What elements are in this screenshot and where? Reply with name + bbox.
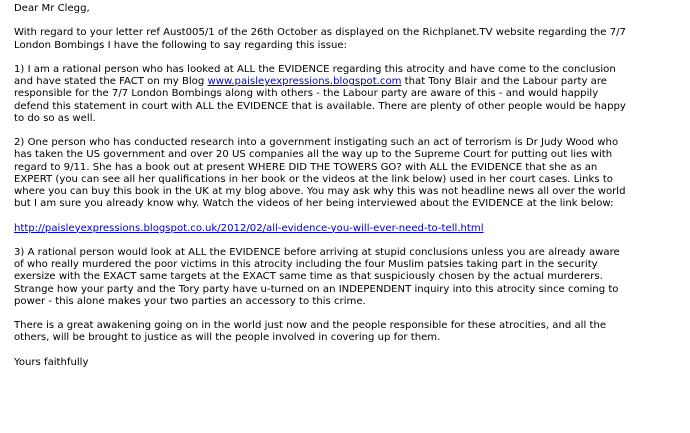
point-3-line: 3) A rational person would look at ALL the EVIDENCE before arriving at stupid conclusions unless you are already aware — [14, 246, 620, 258]
intro-paragraph — [14, 27, 674, 51]
point-1-line: defend this statement in court with ALL the EVIDENCE that is available. There are plenty of other people would be happy — [14, 100, 626, 112]
point-2-line: regard to 9/11. She has a book out at present WHERE DID THE TOWERS GO? with ALL the EVIDENCE that she as an — [14, 161, 598, 173]
salutation-text: Dear Mr Clegg, — [14, 3, 90, 14]
point-3-line: of who really murdered the poor victims in this atrocity including the four Muslim patsies taking part in the security — [14, 259, 598, 271]
closing-line: others, will be brought to justice as will the people involved in covering up for them. — [14, 332, 441, 344]
point-3-paragraph — [14, 247, 674, 308]
point-1-text: that Tony Blair and the Labour party are — [401, 76, 607, 88]
point-1-line: to do so as well. — [14, 112, 96, 124]
point-1-text: and have stated the FACT on my Blog — [14, 76, 208, 88]
evidence-link-paragraph — [14, 223, 674, 235]
signoff-text: Yours faithfully — [14, 356, 89, 368]
intro-line: With regard to your letter ref Aust005/1 of the 26th October as displayed on the Richplanet.TV website regarding the 7/7 — [14, 27, 626, 39]
closing-line: There is a great awakening going on in the world just now and the people responsible for these atrocities, and all the — [14, 320, 607, 332]
salutation — [14, 3, 674, 15]
point-2-line: 2) One person who has conducted research into a government instigating such an act of terrorism is Dr Judy Wood who — [14, 137, 619, 149]
point-3-line: exersize with the EXACT same targets at the EXACT same time as that suspiciously chosen by the actual murderers. — [14, 271, 603, 283]
point-2-line: EXPERT (you can see all her qualifications in her book or the videos at the link below) used in her court cases. Links to — [14, 173, 613, 185]
point-2-line: but I am sure you already know why. Watch the videos of her being interviewed about the EVIDENCE at the link below: — [14, 198, 614, 210]
intro-line: London Bombings I have the following to say regarding this issue: — [14, 39, 347, 51]
point-1-paragraph — [14, 64, 674, 125]
point-2-paragraph — [14, 137, 674, 210]
point-2-line: where you can buy this book in the UK at my blog above. You may ask why this was not headline news all over the world — [14, 186, 626, 197]
letter-body — [14, 3, 674, 381]
point-1-line: responsible for the 7/7 London Bombings along with others - the Labour party are aware of this - and would happily — [14, 88, 599, 100]
point-3-line: Strange how your party and the Tory party have u-turned on an INDEPENDENT inquiry into this atrocity since coming to — [14, 283, 619, 295]
closing-paragraph — [14, 320, 674, 344]
evidence-link[interactable]: http://paisleyexpressions.blogspot.co.uk/2012/02/all-evidence-you-will-ever-need-to-tell.html — [14, 222, 484, 234]
blog-link[interactable]: www.paisleyexpressions.blogspot.com — [207, 76, 402, 88]
point-2-line: has taken the US government and over 20 US companies all the way up to the Supreme Court for putting out lies with — [14, 149, 613, 161]
signoff — [14, 357, 674, 369]
point-1-line: 1) I am a rational person who has looked at ALL the EVIDENCE regarding this atrocity and have come to the conclusion — [14, 63, 616, 75]
point-3-line: power - this alone makes your two parties an accessory to this crime. — [14, 295, 366, 307]
point-1-line — [14, 76, 674, 88]
